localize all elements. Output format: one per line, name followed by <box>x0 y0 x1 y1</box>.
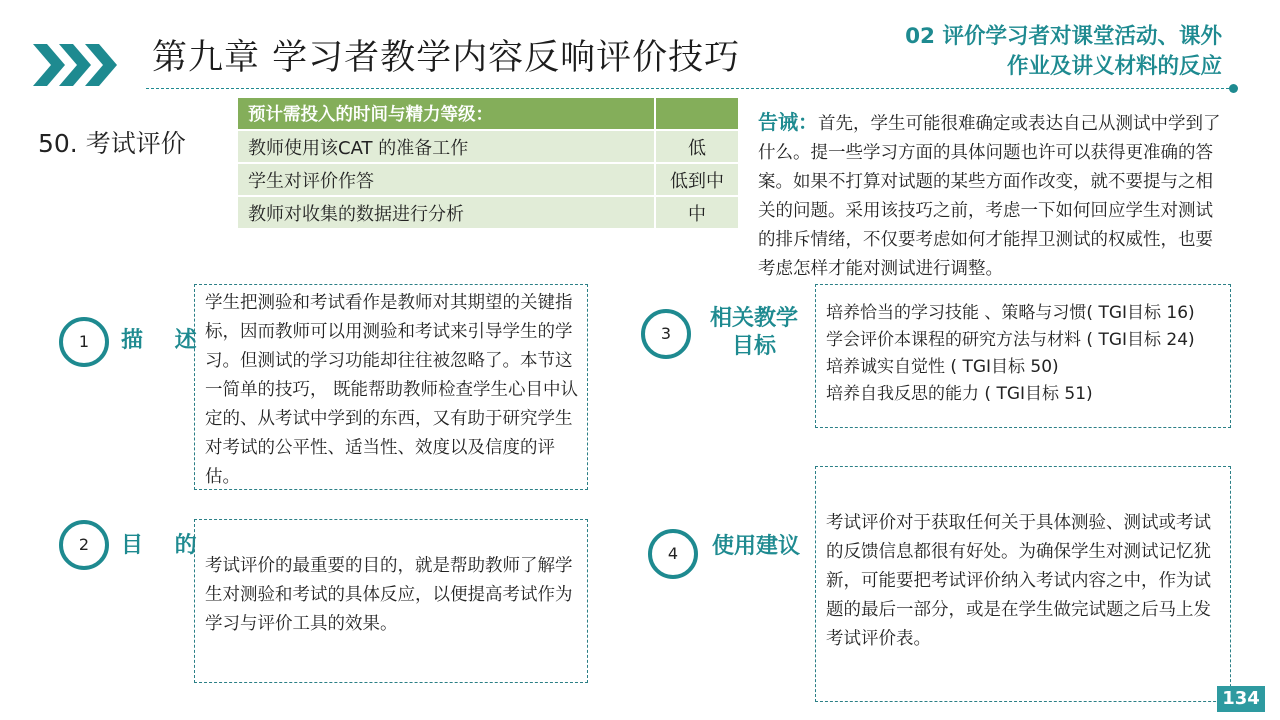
goal-item: 培养自我反思的能力 ( TGI目标 51) <box>826 384 1093 404</box>
section-number-badge: 3 <box>641 309 691 359</box>
goal-item: 学会评价本课程的研究方法与材料 ( TGI目标 24) <box>826 330 1195 350</box>
description-box: 学生把测验和考试看作是教师对其期望的关键指标，因而教师可以用测验和考试来引导学生的学习。但测试的学习功能却往往被忽略了。本节这一简单的技巧， 既能帮助教师检查学生心目中认定的、从考试中学到的东西，又有助于研究学生对考试的公平性、适当性、效度以及信度的评估。 <box>194 284 588 490</box>
warning-text: 首先，学生可能很难确定或表达自己从测试中学到了什么。提一些学习方面的具体问题也许可以获得更准确的答案。如果不打算对试题的某些方面作改变，就不要提与之相关的问题。采用该技巧之前，考虑一下如何回应学生对测试的排斥情绪，不仅要考虑如何才能捍卫测试的权威性，也要考虑怎样才能对测试进行调整。 <box>758 114 1221 279</box>
goal-item: 培养恰当的学习技能 、策略与习惯( TGI目标 16) <box>826 303 1195 323</box>
section-heading-line2: 作业及讲义材料的反应 <box>1006 54 1222 79</box>
section-label-purpose: 目 的 <box>121 533 209 558</box>
warning-label: 告诫： <box>758 110 818 134</box>
teaching-goals-box <box>815 284 1231 428</box>
level-cell: 低到中 <box>654 164 738 195</box>
technique-title: 50. 考试评价 <box>38 129 186 158</box>
section-number-badge: 2 <box>59 520 109 570</box>
table-row <box>238 197 738 228</box>
table-header-empty-cell <box>654 98 738 129</box>
section-label-teaching-goals: 相关教学目标 <box>709 306 798 359</box>
section-number-badge: 4 <box>648 529 698 579</box>
page-title: 第九章 学习者教学内容反响评价技巧 <box>152 38 741 78</box>
header-divider <box>146 88 1234 89</box>
header-divider-dot <box>1229 84 1238 93</box>
section-heading-line1: 02 评价学习者对课堂活动、课外 <box>905 24 1222 49</box>
chevron-arrows-icon <box>33 44 129 86</box>
section-label-usage-suggestions: 使用建议 <box>712 534 801 559</box>
section-label-description: 描 述 <box>121 328 209 353</box>
table-header-cell: 预计需投入的时间与精力等级： <box>238 98 654 129</box>
task-cell: 教师对收集的数据进行分析 <box>238 197 654 228</box>
section-heading <box>802 22 1222 82</box>
section-number-badge: 1 <box>59 317 109 367</box>
level-cell: 中 <box>654 197 738 228</box>
task-cell: 学生对评价作答 <box>238 164 654 195</box>
effort-level-table <box>238 96 738 230</box>
table-header-row <box>238 98 738 129</box>
table-row <box>238 131 738 162</box>
table-row <box>238 164 738 195</box>
goal-item: 培养诚实自觉性 ( TGI目标 50) <box>826 357 1059 377</box>
level-cell: 低 <box>654 131 738 162</box>
page-number: 134 <box>1217 686 1265 712</box>
task-cell: 教师使用该CAT 的准备工作 <box>238 131 654 162</box>
warning-note <box>758 108 1230 284</box>
purpose-box: 考试评价的最重要的目的，就是帮助教师了解学生对测验和考试的具体反应，以便提高考试作为学习与评价工具的效果。 <box>194 519 588 683</box>
usage-suggestions-box: 考试评价对于获取任何关于具体测验、测试或考试的反馈信息都很有好处。为确保学生对测试记忆犹新，可能要把考试评价纳入考试内容之中，作为试题的最后一部分，或是在学生做完试题之后马上发考试评价表。 <box>815 466 1231 702</box>
